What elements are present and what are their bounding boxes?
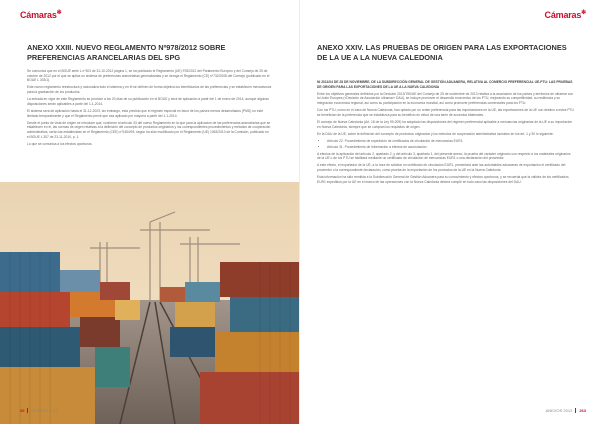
body-text: [317, 80, 575, 187]
footer-label: ANEXOS 2012: [31, 408, 59, 413]
notice-heading: NI 2011/04 DE 28 DE NOVIEMBRE, DE LA SUBDIRECCIÓN GENERAL DE GESTIÓN ADUANERA, RELATIVA AL COMERCIO PREFERENCIAL UE-PTU: LAS PRUEBAS DE ORIGEN PARA LAS EXPORTACIONES DE LA UE A LA NUEVA CALEDONIA: [317, 80, 573, 89]
footer-label: ANEXOS 2012: [545, 408, 573, 413]
container-terminal-image: [0, 182, 300, 424]
paragraph: El consejo de Nueva Caledonia (Art. 18 de la Ley 99-209) ha adoptado las disposiciones del régimen preferencial aplicable a mercancías originarias de la UE a su importación en Nueva Caledonia, siempre que se cumplan los requisitos de origen.: [317, 119, 573, 129]
page-footer: [20, 408, 58, 413]
page-number: 20: [20, 408, 25, 413]
page-number: 263: [579, 408, 586, 413]
paragraph: Se comunica que en el BOUE serie L nº303 de 31-10-2012 página 1, se ha publicado el Reglamento (UE) 978/2012 del Parlamento Europeo y del Consejo de 25 de octubre de 2012 por el que se aplica un sistema de preferencias arancelarias generalizadas y se deroga el Reglamento (CE) nº732/2008 del Consejo (publicado en el BOUE L 303/1).: [27, 69, 270, 83]
list-item: • Artículo 31. Procedimiento de información a efectos de acumulación.: [327, 145, 575, 150]
paragraph: Este nuevo reglamento reestructura y racionaliza todo el sistema y en él se definen de forma objetiva los beneficiarios de las preferencias y se establecen mecanismos para la graduación de los productos.: [27, 85, 272, 94]
page-footer: [546, 408, 586, 413]
page-title: ANEXO XXIII. NUEVO REGLAMENTO Nº978/2012 SOBRE PREFERENCIAS ARANCELARIAS DEL SPG: [27, 43, 226, 62]
brand-logo: Cámaras✻: [20, 10, 62, 20]
body-text: [27, 69, 272, 149]
paragraph: Entre los objetivos generales definidos por la Decisión 2013/755/UE del Consejo de 25 de noviembre de 2013 relativa a la asociación de los países y territorios de ultramar con la Unión Europea («Decisión de Asociación ultramar» DAU), se incluye promover el desarrollo económico de los PTU, mejorando su competitividad, su resiliencia y su integración económica regional, así como su participación en la economía mundial, así como promover preferencias comerciales para los PTU.: [317, 91, 574, 105]
list-item: • Artículo 22. Procedimiento de expedición de certificados de circulación de mercancías EUR1.: [327, 139, 575, 144]
paragraph: La entrada en vigor de este Reglamento se produce a los 20 días de su publicación en el BOUE y será de aplicación a partir del 1 de enero de 2014, aunque algunas disposiciones serán aplicables a partir del 1-1-2014.: [27, 97, 269, 106]
paragraph: A efectos de la aplicación del artículo 2, apartado 2, y del artículo 3, apartado 1, del presente anexo, la prueba del carácter originario con respecto a los materiales originarios de la UE o de los PTU se facilitará mediante un certificado de circulación de mercancías EUR1 o una declaración del proveedor.: [317, 151, 571, 161]
paragraph: Con los PTU, como en el caso de Nueva Caledonia, han optado por un orden preferencial para las importaciones en la UE, las exportaciones de la UE con destino a estos PTU se benefician de la preferencia que se establezca para su beneficio en virtud de una serie de acuerdos bilaterales.: [317, 108, 574, 117]
paragraph: Lo que se comunica a los efectos oportunos.: [27, 141, 93, 146]
paragraph: Desde el punto de vista de origen se introduce que, conforme al artículo 33 del nuevo Reglamento en la que para la aplicación de las preferencias arancelarias que se establecen en él, las normas de origen relativas a la definición del concepto de productos originarios y los correspondientes procedimientos y métodos de cooperación administrativa, serán las establecidas en el Reglamento (CEE) nº2454/93, según ha sido modificado por el Reglamento (UE) 1063/2010 de la Comisión, publicado en el BOUE L 307 de 23-11-2010, p. 1.: [27, 120, 271, 139]
article-list: [317, 139, 575, 150]
right-page: [300, 0, 600, 424]
paragraph: Esta información ha sido remitida a la Subdirección General de Gestión Aduanera para su conocimiento y efectos oportunos, y se recuerda que la validez de los certificados EUR1 expedidos por la UE en el marco de las operaciones con la Nueva Caledonia deberá cumplir en todo caso las disposiciones del DAU.: [317, 175, 569, 184]
container-terminal-photo: [0, 182, 300, 424]
brand-logo: Cámaras✻: [544, 10, 586, 20]
paragraph: A este efecto, el exportador de la UE, a la hora de solicitar un certificado de circulación EUR1, presentará ante las autoridades aduaneras de exportación el certificado del proveedor o la correspondiente declaración, como prueba de la exportación de los productos de la UE en la Nueva Caledonia.: [317, 163, 566, 172]
paragraph: En la DAU de la UE, sobre la definición del concepto de productos originarios y los métodos de cooperación administrativa incluidos en los art. 1 y 30 lo siguiente:: [317, 131, 554, 136]
page-title: ANEXO XXIV. LAS PRUEBAS DE ORIGEN PARA LAS EXPORTACIONES DE LA UE A LA NUEVA CALEDONIA: [317, 43, 567, 62]
paragraph: El sistema será de aplicación hasta el 31-12-2023, sin embargo, esta previsto que el régimen especial en favor de los países menos desarrollados (PMD) no esté limitado temporalmente y que el Reglamento prevé que sea aplicado por mayoría a partir del 1-1-2014.: [27, 108, 264, 118]
